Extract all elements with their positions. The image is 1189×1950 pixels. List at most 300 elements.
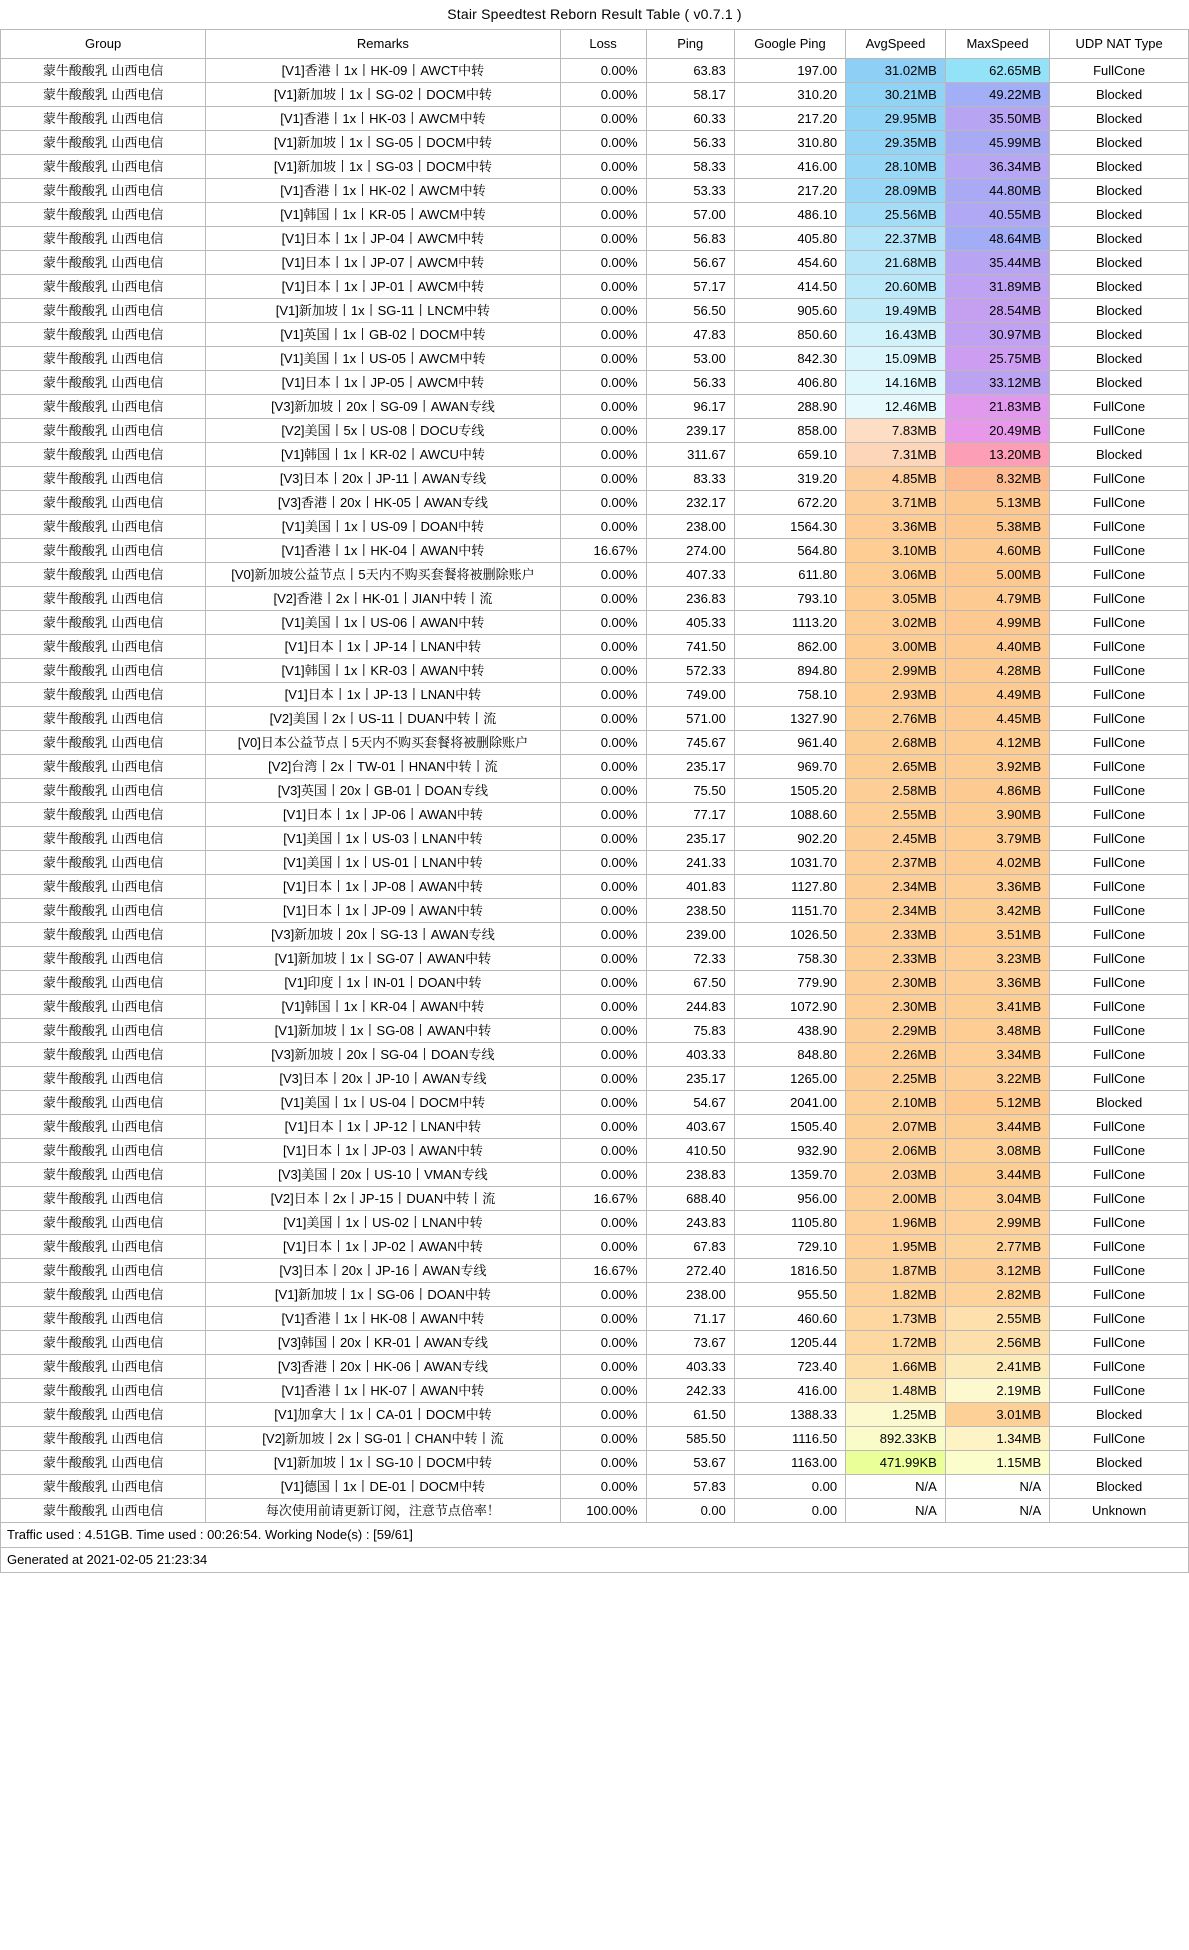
cell-maxspeed: 49.22MB bbox=[945, 83, 1049, 107]
cell-maxspeed: 48.64MB bbox=[945, 227, 1049, 251]
cell-maxspeed: 4.86MB bbox=[945, 779, 1049, 803]
cell-ping: 54.67 bbox=[646, 1091, 734, 1115]
table-row bbox=[1, 875, 1189, 899]
cell-google-ping: 460.60 bbox=[734, 1307, 845, 1331]
column-header-maxspeed: MaxSpeed bbox=[945, 30, 1049, 59]
cell-google-ping: 454.60 bbox=[734, 251, 845, 275]
cell-remarks: [V1]日本丨1x丨JP-13丨LNAN中转 bbox=[206, 683, 560, 707]
cell-maxspeed: 3.90MB bbox=[945, 803, 1049, 827]
cell-google-ping: 793.10 bbox=[734, 587, 845, 611]
cell-udp-nat-type: FullCone bbox=[1050, 731, 1189, 755]
cell-ping: 405.33 bbox=[646, 611, 734, 635]
cell-group: 蒙牛酸酸乳 山西电信 bbox=[1, 827, 206, 851]
cell-group: 蒙牛酸酸乳 山西电信 bbox=[1, 947, 206, 971]
cell-loss: 0.00% bbox=[560, 803, 646, 827]
cell-avgspeed: 2.33MB bbox=[846, 947, 946, 971]
cell-udp-nat-type: FullCone bbox=[1050, 635, 1189, 659]
cell-group: 蒙牛酸酸乳 山西电信 bbox=[1, 323, 206, 347]
cell-google-ping: 850.60 bbox=[734, 323, 845, 347]
column-header-group: Group bbox=[1, 30, 206, 59]
table-row bbox=[1, 1187, 1189, 1211]
cell-maxspeed: 4.12MB bbox=[945, 731, 1049, 755]
cell-remarks: [V1]日本丨1x丨JP-08丨AWAN中转 bbox=[206, 875, 560, 899]
cell-loss: 100.00% bbox=[560, 1499, 646, 1523]
cell-udp-nat-type: FullCone bbox=[1050, 1043, 1189, 1067]
cell-loss: 0.00% bbox=[560, 995, 646, 1019]
cell-loss: 0.00% bbox=[560, 1139, 646, 1163]
cell-remarks: [V1]美国丨1x丨US-06丨AWAN中转 bbox=[206, 611, 560, 635]
cell-maxspeed: 3.44MB bbox=[945, 1163, 1049, 1187]
cell-google-ping: 1564.30 bbox=[734, 515, 845, 539]
cell-google-ping: 217.20 bbox=[734, 107, 845, 131]
cell-google-ping: 0.00 bbox=[734, 1499, 845, 1523]
cell-google-ping: 310.80 bbox=[734, 131, 845, 155]
cell-avgspeed: 28.09MB bbox=[846, 179, 946, 203]
cell-loss: 0.00% bbox=[560, 971, 646, 995]
cell-maxspeed: 4.40MB bbox=[945, 635, 1049, 659]
cell-avgspeed: 1.82MB bbox=[846, 1283, 946, 1307]
cell-avgspeed: 31.02MB bbox=[846, 59, 946, 83]
cell-google-ping: 319.20 bbox=[734, 467, 845, 491]
cell-loss: 0.00% bbox=[560, 443, 646, 467]
cell-remarks: [V2]台湾丨2x丨TW-01丨HNAN中转丨流 bbox=[206, 755, 560, 779]
cell-google-ping: 288.90 bbox=[734, 395, 845, 419]
cell-remarks: [V0]日本公益节点丨5天内不购买套餐将被删除账户 bbox=[206, 731, 560, 755]
cell-google-ping: 1505.20 bbox=[734, 779, 845, 803]
cell-remarks: [V1]日本丨1x丨JP-06丨AWAN中转 bbox=[206, 803, 560, 827]
cell-group: 蒙牛酸酸乳 山西电信 bbox=[1, 1067, 206, 1091]
cell-group: 蒙牛酸酸乳 山西电信 bbox=[1, 59, 206, 83]
cell-maxspeed: 8.32MB bbox=[945, 467, 1049, 491]
column-header-remarks: Remarks bbox=[206, 30, 560, 59]
cell-avgspeed: 2.99MB bbox=[846, 659, 946, 683]
cell-maxspeed: 2.99MB bbox=[945, 1211, 1049, 1235]
cell-remarks: [V1]美国丨1x丨US-01丨LNAN中转 bbox=[206, 851, 560, 875]
cell-udp-nat-type: Blocked bbox=[1050, 1451, 1189, 1475]
cell-maxspeed: 44.80MB bbox=[945, 179, 1049, 203]
cell-udp-nat-type: FullCone bbox=[1050, 419, 1189, 443]
cell-avgspeed: 4.85MB bbox=[846, 467, 946, 491]
cell-udp-nat-type: Blocked bbox=[1050, 83, 1189, 107]
cell-ping: 403.33 bbox=[646, 1043, 734, 1067]
table-row bbox=[1, 131, 1189, 155]
cell-udp-nat-type: Blocked bbox=[1050, 347, 1189, 371]
cell-loss: 0.00% bbox=[560, 1355, 646, 1379]
cell-maxspeed: 35.50MB bbox=[945, 107, 1049, 131]
cell-maxspeed: 3.01MB bbox=[945, 1403, 1049, 1427]
cell-remarks: 每次使用前请更新订阅，注意节点倍率！ bbox=[206, 1499, 560, 1523]
cell-avgspeed: 3.00MB bbox=[846, 635, 946, 659]
cell-group: 蒙牛酸酸乳 山西电信 bbox=[1, 1139, 206, 1163]
cell-google-ping: 1816.50 bbox=[734, 1259, 845, 1283]
cell-google-ping: 758.30 bbox=[734, 947, 845, 971]
cell-group: 蒙牛酸酸乳 山西电信 bbox=[1, 563, 206, 587]
cell-loss: 0.00% bbox=[560, 1043, 646, 1067]
cell-group: 蒙牛酸酸乳 山西电信 bbox=[1, 347, 206, 371]
cell-loss: 0.00% bbox=[560, 179, 646, 203]
cell-avgspeed: 28.10MB bbox=[846, 155, 946, 179]
cell-ping: 749.00 bbox=[646, 683, 734, 707]
cell-udp-nat-type: FullCone bbox=[1050, 779, 1189, 803]
cell-avgspeed: 2.06MB bbox=[846, 1139, 946, 1163]
cell-group: 蒙牛酸酸乳 山西电信 bbox=[1, 659, 206, 683]
cell-avgspeed: 29.35MB bbox=[846, 131, 946, 155]
cell-udp-nat-type: Unknown bbox=[1050, 1499, 1189, 1523]
cell-group: 蒙牛酸酸乳 山西电信 bbox=[1, 755, 206, 779]
table-body bbox=[1, 59, 1189, 1523]
cell-udp-nat-type: FullCone bbox=[1050, 995, 1189, 1019]
cell-group: 蒙牛酸酸乳 山西电信 bbox=[1, 107, 206, 131]
cell-udp-nat-type: Blocked bbox=[1050, 371, 1189, 395]
cell-ping: 72.33 bbox=[646, 947, 734, 971]
cell-avgspeed: 2.76MB bbox=[846, 707, 946, 731]
cell-ping: 83.33 bbox=[646, 467, 734, 491]
cell-avgspeed: 1.95MB bbox=[846, 1235, 946, 1259]
cell-loss: 0.00% bbox=[560, 635, 646, 659]
cell-ping: 243.83 bbox=[646, 1211, 734, 1235]
cell-avgspeed: 1.66MB bbox=[846, 1355, 946, 1379]
table-row bbox=[1, 1499, 1189, 1523]
cell-loss: 0.00% bbox=[560, 707, 646, 731]
table-row bbox=[1, 731, 1189, 755]
cell-ping: 274.00 bbox=[646, 539, 734, 563]
cell-ping: 57.17 bbox=[646, 275, 734, 299]
cell-udp-nat-type: FullCone bbox=[1050, 1427, 1189, 1451]
cell-udp-nat-type: FullCone bbox=[1050, 395, 1189, 419]
cell-maxspeed: 3.79MB bbox=[945, 827, 1049, 851]
table-row bbox=[1, 1283, 1189, 1307]
cell-loss: 0.00% bbox=[560, 107, 646, 131]
cell-google-ping: 1113.20 bbox=[734, 611, 845, 635]
cell-google-ping: 438.90 bbox=[734, 1019, 845, 1043]
table-row bbox=[1, 635, 1189, 659]
cell-group: 蒙牛酸酸乳 山西电信 bbox=[1, 539, 206, 563]
table-row bbox=[1, 347, 1189, 371]
cell-remarks: [V1]新加坡丨1x丨SG-03丨DOCM中转 bbox=[206, 155, 560, 179]
cell-udp-nat-type: FullCone bbox=[1050, 851, 1189, 875]
cell-group: 蒙牛酸酸乳 山西电信 bbox=[1, 779, 206, 803]
cell-group: 蒙牛酸酸乳 山西电信 bbox=[1, 995, 206, 1019]
cell-loss: 0.00% bbox=[560, 1067, 646, 1091]
cell-udp-nat-type: FullCone bbox=[1050, 539, 1189, 563]
cell-loss: 0.00% bbox=[560, 1403, 646, 1427]
cell-loss: 0.00% bbox=[560, 1019, 646, 1043]
cell-udp-nat-type: FullCone bbox=[1050, 755, 1189, 779]
cell-group: 蒙牛酸酸乳 山西电信 bbox=[1, 611, 206, 635]
cell-remarks: [V1]美国丨1x丨US-05丨AWCM中转 bbox=[206, 347, 560, 371]
cell-maxspeed: 33.12MB bbox=[945, 371, 1049, 395]
cell-maxspeed: 3.48MB bbox=[945, 1019, 1049, 1043]
table-row bbox=[1, 683, 1189, 707]
cell-group: 蒙牛酸酸乳 山西电信 bbox=[1, 587, 206, 611]
cell-udp-nat-type: FullCone bbox=[1050, 707, 1189, 731]
cell-avgspeed: N/A bbox=[846, 1475, 946, 1499]
cell-google-ping: 729.10 bbox=[734, 1235, 845, 1259]
cell-loss: 0.00% bbox=[560, 611, 646, 635]
cell-maxspeed: 2.82MB bbox=[945, 1283, 1049, 1307]
cell-udp-nat-type: Blocked bbox=[1050, 227, 1189, 251]
cell-avgspeed: 1.72MB bbox=[846, 1331, 946, 1355]
table-row bbox=[1, 827, 1189, 851]
cell-google-ping: 1116.50 bbox=[734, 1427, 845, 1451]
cell-google-ping: 1505.40 bbox=[734, 1115, 845, 1139]
cell-group: 蒙牛酸酸乳 山西电信 bbox=[1, 1115, 206, 1139]
cell-avgspeed: 2.68MB bbox=[846, 731, 946, 755]
cell-maxspeed: 5.00MB bbox=[945, 563, 1049, 587]
cell-udp-nat-type: FullCone bbox=[1050, 1331, 1189, 1355]
cell-loss: 0.00% bbox=[560, 371, 646, 395]
cell-google-ping: 310.20 bbox=[734, 83, 845, 107]
cell-maxspeed: 45.99MB bbox=[945, 131, 1049, 155]
cell-avgspeed: 2.55MB bbox=[846, 803, 946, 827]
cell-remarks: [V1]香港丨1x丨HK-03丨AWCM中转 bbox=[206, 107, 560, 131]
cell-maxspeed: 2.56MB bbox=[945, 1331, 1049, 1355]
cell-google-ping: 1072.90 bbox=[734, 995, 845, 1019]
cell-remarks: [V1]日本丨1x丨JP-01丨AWCM中转 bbox=[206, 275, 560, 299]
table-header-row bbox=[1, 30, 1189, 59]
cell-group: 蒙牛酸酸乳 山西电信 bbox=[1, 1259, 206, 1283]
cell-group: 蒙牛酸酸乳 山西电信 bbox=[1, 731, 206, 755]
cell-ping: 238.00 bbox=[646, 1283, 734, 1307]
column-header-ping: Ping bbox=[646, 30, 734, 59]
table-row bbox=[1, 539, 1189, 563]
table-row bbox=[1, 107, 1189, 131]
cell-ping: 53.67 bbox=[646, 1451, 734, 1475]
cell-google-ping: 414.50 bbox=[734, 275, 845, 299]
cell-group: 蒙牛酸酸乳 山西电信 bbox=[1, 1427, 206, 1451]
cell-group: 蒙牛酸酸乳 山西电信 bbox=[1, 803, 206, 827]
cell-avgspeed: 2.26MB bbox=[846, 1043, 946, 1067]
cell-avgspeed: 25.56MB bbox=[846, 203, 946, 227]
cell-google-ping: 862.00 bbox=[734, 635, 845, 659]
table-row bbox=[1, 1355, 1189, 1379]
cell-google-ping: 1265.00 bbox=[734, 1067, 845, 1091]
cell-group: 蒙牛酸酸乳 山西电信 bbox=[1, 635, 206, 659]
cell-maxspeed: 4.49MB bbox=[945, 683, 1049, 707]
cell-ping: 311.67 bbox=[646, 443, 734, 467]
table-row bbox=[1, 587, 1189, 611]
cell-udp-nat-type: FullCone bbox=[1050, 683, 1189, 707]
cell-remarks: [V1]日本丨1x丨JP-04丨AWCM中转 bbox=[206, 227, 560, 251]
cell-remarks: [V3]美国丨20x丨US-10丨VMAN专线 bbox=[206, 1163, 560, 1187]
cell-remarks: [V1]日本丨1x丨JP-05丨AWCM中转 bbox=[206, 371, 560, 395]
cell-udp-nat-type: Blocked bbox=[1050, 275, 1189, 299]
cell-avgspeed: 1.73MB bbox=[846, 1307, 946, 1331]
cell-avgspeed: 1.25MB bbox=[846, 1403, 946, 1427]
cell-avgspeed: 12.46MB bbox=[846, 395, 946, 419]
table-head bbox=[1, 30, 1189, 59]
cell-maxspeed: 28.54MB bbox=[945, 299, 1049, 323]
cell-ping: 67.50 bbox=[646, 971, 734, 995]
cell-loss: 0.00% bbox=[560, 1331, 646, 1355]
cell-google-ping: 659.10 bbox=[734, 443, 845, 467]
cell-remarks: [V2]日本丨2x丨JP-15丨DUAN中转丨流 bbox=[206, 1187, 560, 1211]
cell-remarks: [V1]香港丨1x丨HK-02丨AWCM中转 bbox=[206, 179, 560, 203]
cell-loss: 0.00% bbox=[560, 779, 646, 803]
cell-loss: 0.00% bbox=[560, 683, 646, 707]
cell-loss: 0.00% bbox=[560, 227, 646, 251]
cell-maxspeed: 3.23MB bbox=[945, 947, 1049, 971]
cell-remarks: [V1]韩国丨1x丨KR-03丨AWAN中转 bbox=[206, 659, 560, 683]
cell-ping: 403.33 bbox=[646, 1355, 734, 1379]
cell-avgspeed: 29.95MB bbox=[846, 107, 946, 131]
cell-avgspeed: 3.06MB bbox=[846, 563, 946, 587]
table-row bbox=[1, 1427, 1189, 1451]
cell-remarks: [V1]印度丨1x丨IN-01丨DOAN中转 bbox=[206, 971, 560, 995]
cell-ping: 60.33 bbox=[646, 107, 734, 131]
cell-loss: 0.00% bbox=[560, 1427, 646, 1451]
cell-loss: 0.00% bbox=[560, 587, 646, 611]
cell-remarks: [V1]香港丨1x丨HK-04丨AWAN中转 bbox=[206, 539, 560, 563]
cell-udp-nat-type: FullCone bbox=[1050, 587, 1189, 611]
cell-google-ping: 894.80 bbox=[734, 659, 845, 683]
table-row bbox=[1, 923, 1189, 947]
cell-avgspeed: 1.48MB bbox=[846, 1379, 946, 1403]
cell-loss: 0.00% bbox=[560, 659, 646, 683]
cell-ping: 688.40 bbox=[646, 1187, 734, 1211]
cell-avgspeed: 2.30MB bbox=[846, 995, 946, 1019]
cell-group: 蒙牛酸酸乳 山西电信 bbox=[1, 155, 206, 179]
cell-loss: 0.00% bbox=[560, 923, 646, 947]
cell-remarks: [V1]日本丨1x丨JP-14丨LNAN中转 bbox=[206, 635, 560, 659]
cell-remarks: [V1]新加坡丨1x丨SG-07丨AWAN中转 bbox=[206, 947, 560, 971]
cell-group: 蒙牛酸酸乳 山西电信 bbox=[1, 371, 206, 395]
cell-remarks: [V1]新加坡丨1x丨SG-08丨AWAN中转 bbox=[206, 1019, 560, 1043]
table-row bbox=[1, 203, 1189, 227]
cell-udp-nat-type: FullCone bbox=[1050, 1379, 1189, 1403]
table-row bbox=[1, 563, 1189, 587]
cell-udp-nat-type: Blocked bbox=[1050, 155, 1189, 179]
cell-udp-nat-type: FullCone bbox=[1050, 971, 1189, 995]
cell-remarks: [V1]韩国丨1x丨KR-05丨AWCM中转 bbox=[206, 203, 560, 227]
cell-google-ping: 1127.80 bbox=[734, 875, 845, 899]
cell-loss: 0.00% bbox=[560, 1475, 646, 1499]
cell-loss: 0.00% bbox=[560, 491, 646, 515]
cell-google-ping: 611.80 bbox=[734, 563, 845, 587]
cell-avgspeed: 892.33KB bbox=[846, 1427, 946, 1451]
table-row bbox=[1, 1379, 1189, 1403]
cell-loss: 0.00% bbox=[560, 755, 646, 779]
cell-remarks: [V1]日本丨1x丨JP-12丨LNAN中转 bbox=[206, 1115, 560, 1139]
cell-udp-nat-type: FullCone bbox=[1050, 59, 1189, 83]
cell-google-ping: 961.40 bbox=[734, 731, 845, 755]
cell-group: 蒙牛酸酸乳 山西电信 bbox=[1, 1403, 206, 1427]
cell-google-ping: 1105.80 bbox=[734, 1211, 845, 1235]
cell-ping: 53.00 bbox=[646, 347, 734, 371]
cell-maxspeed: 3.51MB bbox=[945, 923, 1049, 947]
cell-ping: 235.17 bbox=[646, 1067, 734, 1091]
cell-remarks: [V3]新加坡丨20x丨SG-04丨DOAN专线 bbox=[206, 1043, 560, 1067]
table-row bbox=[1, 851, 1189, 875]
cell-maxspeed: 13.20MB bbox=[945, 443, 1049, 467]
cell-maxspeed: 2.77MB bbox=[945, 1235, 1049, 1259]
cell-ping: 745.67 bbox=[646, 731, 734, 755]
cell-group: 蒙牛酸酸乳 山西电信 bbox=[1, 251, 206, 275]
cell-udp-nat-type: FullCone bbox=[1050, 659, 1189, 683]
cell-avgspeed: 2.10MB bbox=[846, 1091, 946, 1115]
cell-ping: 244.83 bbox=[646, 995, 734, 1019]
cell-group: 蒙牛酸酸乳 山西电信 bbox=[1, 443, 206, 467]
cell-google-ping: 848.80 bbox=[734, 1043, 845, 1067]
cell-group: 蒙牛酸酸乳 山西电信 bbox=[1, 515, 206, 539]
cell-ping: 272.40 bbox=[646, 1259, 734, 1283]
cell-group: 蒙牛酸酸乳 山西电信 bbox=[1, 227, 206, 251]
cell-remarks: [V1]英国丨1x丨GB-02丨DOCM中转 bbox=[206, 323, 560, 347]
cell-remarks: [V1]美国丨1x丨US-04丨DOCM中转 bbox=[206, 1091, 560, 1115]
cell-google-ping: 723.40 bbox=[734, 1355, 845, 1379]
cell-loss: 0.00% bbox=[560, 155, 646, 179]
cell-ping: 241.33 bbox=[646, 851, 734, 875]
cell-remarks: [V1]日本丨1x丨JP-07丨AWCM中转 bbox=[206, 251, 560, 275]
cell-group: 蒙牛酸酸乳 山西电信 bbox=[1, 1211, 206, 1235]
cell-udp-nat-type: FullCone bbox=[1050, 827, 1189, 851]
cell-udp-nat-type: FullCone bbox=[1050, 1115, 1189, 1139]
cell-loss: 0.00% bbox=[560, 347, 646, 371]
cell-loss: 0.00% bbox=[560, 59, 646, 83]
cell-remarks: [V1]日本丨1x丨JP-02丨AWAN中转 bbox=[206, 1235, 560, 1259]
column-header-loss: Loss bbox=[560, 30, 646, 59]
table-row bbox=[1, 659, 1189, 683]
cell-avgspeed: 471.99KB bbox=[846, 1451, 946, 1475]
cell-avgspeed: 3.10MB bbox=[846, 539, 946, 563]
cell-avgspeed: 2.37MB bbox=[846, 851, 946, 875]
cell-ping: 741.50 bbox=[646, 635, 734, 659]
cell-ping: 53.33 bbox=[646, 179, 734, 203]
cell-maxspeed: 21.83MB bbox=[945, 395, 1049, 419]
cell-group: 蒙牛酸酸乳 山西电信 bbox=[1, 491, 206, 515]
cell-udp-nat-type: Blocked bbox=[1050, 299, 1189, 323]
cell-avgspeed: 7.83MB bbox=[846, 419, 946, 443]
page-title: Stair Speedtest Reborn Result Table ( v0.7.1 ) bbox=[447, 6, 742, 22]
table-row bbox=[1, 899, 1189, 923]
table-row bbox=[1, 419, 1189, 443]
cell-udp-nat-type: FullCone bbox=[1050, 1019, 1189, 1043]
cell-remarks: [V1]加拿大丨1x丨CA-01丨DOCM中转 bbox=[206, 1403, 560, 1427]
cell-google-ping: 969.70 bbox=[734, 755, 845, 779]
cell-avgspeed: 7.31MB bbox=[846, 443, 946, 467]
cell-ping: 401.83 bbox=[646, 875, 734, 899]
table-row bbox=[1, 1211, 1189, 1235]
cell-avgspeed: N/A bbox=[846, 1499, 946, 1523]
cell-loss: 0.00% bbox=[560, 1235, 646, 1259]
cell-maxspeed: 4.28MB bbox=[945, 659, 1049, 683]
cell-maxspeed: 5.12MB bbox=[945, 1091, 1049, 1115]
cell-maxspeed: 5.38MB bbox=[945, 515, 1049, 539]
cell-loss: 0.00% bbox=[560, 275, 646, 299]
cell-maxspeed: N/A bbox=[945, 1475, 1049, 1499]
cell-group: 蒙牛酸酸乳 山西电信 bbox=[1, 179, 206, 203]
cell-google-ping: 758.10 bbox=[734, 683, 845, 707]
cell-udp-nat-type: Blocked bbox=[1050, 107, 1189, 131]
cell-google-ping: 1151.70 bbox=[734, 899, 845, 923]
cell-loss: 0.00% bbox=[560, 1307, 646, 1331]
cell-google-ping: 1388.33 bbox=[734, 1403, 845, 1427]
cell-ping: 238.83 bbox=[646, 1163, 734, 1187]
cell-remarks: [V1]韩国丨1x丨KR-02丨AWCU中转 bbox=[206, 443, 560, 467]
cell-remarks: [V1]美国丨1x丨US-02丨LNAN中转 bbox=[206, 1211, 560, 1235]
cell-loss: 0.00% bbox=[560, 1211, 646, 1235]
cell-loss: 0.00% bbox=[560, 515, 646, 539]
cell-group: 蒙牛酸酸乳 山西电信 bbox=[1, 1187, 206, 1211]
column-header-udp-nat-type: UDP NAT Type bbox=[1050, 30, 1189, 59]
cell-udp-nat-type: Blocked bbox=[1050, 443, 1189, 467]
cell-google-ping: 197.00 bbox=[734, 59, 845, 83]
cell-group: 蒙牛酸酸乳 山西电信 bbox=[1, 1307, 206, 1331]
table-row bbox=[1, 179, 1189, 203]
cell-google-ping: 2041.00 bbox=[734, 1091, 845, 1115]
cell-maxspeed: 4.02MB bbox=[945, 851, 1049, 875]
cell-udp-nat-type: FullCone bbox=[1050, 1307, 1189, 1331]
